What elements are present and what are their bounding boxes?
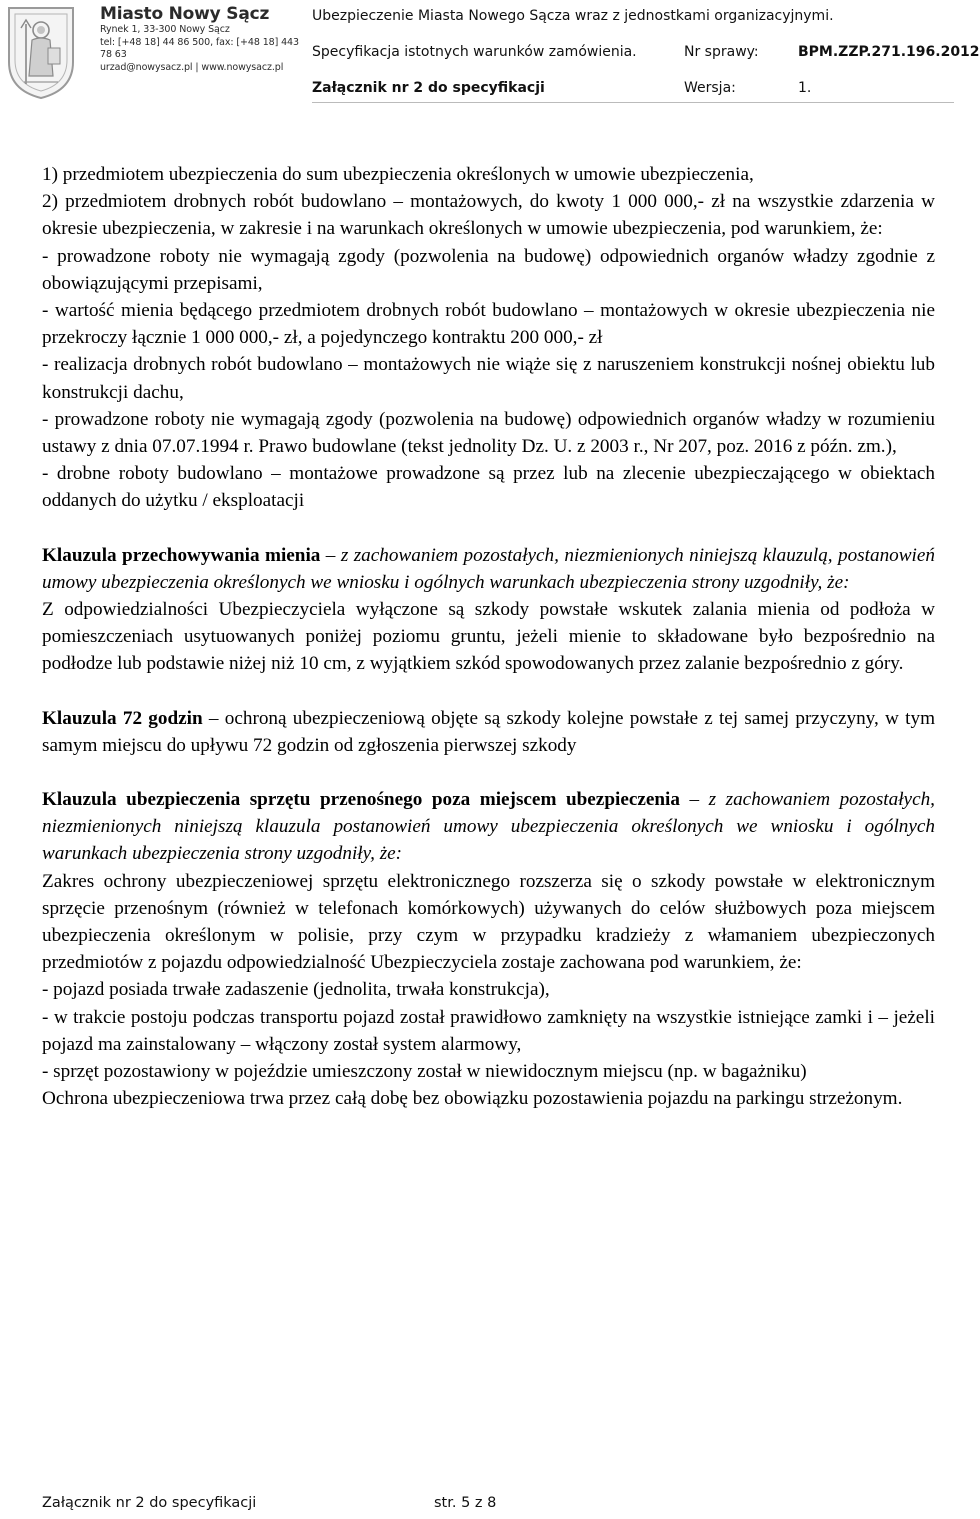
condition-permit: - prowadzone roboty nie wymagają zgody (pozwolenia na budowę) odpowiednich organów władzy zgodnie z obowiązującymi przepisami, bbox=[42, 245, 935, 294]
document-title: Ubezpieczenie Miasta Nowego Sącza wraz z jednostkami organizacyjnymi. bbox=[312, 8, 834, 24]
attachment-title: Załącznik nr 2 do specyfikacji bbox=[312, 80, 545, 96]
clause-72-hours: Klauzula 72 godzin – ochroną ubezpieczeniową objęte są szkody kolejne powstałe z tej samej przyczyny, w tym samym miejscu do upływu 72 godzin od zgłoszenia pierwszej szkody bbox=[42, 707, 936, 756]
clause-portable-equipment-end: Ochrona ubezpieczeniowa trwa przez całą dobę bez obowiązku pozostawienia pojazdu na parkingu strzeżonym. bbox=[42, 1088, 903, 1110]
clause-storage-intro: z zachowaniem pozostałych, niezmienionych niniejszą klauzulą, postanowień umowy ubezpieczenia określonych we wniosku i ogólnych warunkach ubezpieczenia strony uzgodniły, że: bbox=[42, 544, 935, 593]
organization-phone: tel: [+48 18] 44 86 500, fax: [+48 18] 443 78 63 bbox=[100, 36, 299, 60]
organization-address: Rynek 1, 33-300 Nowy Sącz bbox=[100, 24, 230, 35]
paragraph-item-2: 2) przedmiotem drobnych robót budowlano – montażowych, do kwoty 1 000 000,- zł na wszystkie zdarzenia w okresie ubezpieczenia, w zakresie i na warunkach określonych w umowie ubezpieczenia, pod warunkiem, że: bbox=[42, 191, 935, 240]
page-header bbox=[0, 0, 980, 106]
paragraph-item-1: 1) przedmiotem ubezpieczenia do sum ubezpieczenia określonych w umowie ubezpieczenia, bbox=[42, 164, 754, 185]
header-divider bbox=[312, 102, 954, 103]
organization-info bbox=[100, 4, 300, 74]
condition-building-law: - prowadzone roboty nie wymagają zgody (pozwolenia na budowę) odpowiednich organów władzy w rozumieniu ustawy z dnia 07.07.1994 r. Prawo budowlane (tekst jednolity Dz. U. z 2003 r., Nr 207, poz. 2016 z późn. zm.), bbox=[42, 408, 935, 458]
condition-commissioned: - drobne roboty budowlano – montażowe prowadzone są przez lub na zlecenie ubezpieczającego w obiektach oddanych do użytku / eksploatacji bbox=[42, 463, 935, 512]
page-number: str. 5 z 8 bbox=[434, 1495, 497, 1511]
footer-attachment: Załącznik nr 2 do specyfikacji bbox=[42, 1495, 257, 1511]
version-value: 1. bbox=[798, 80, 812, 96]
clause-storage-title: Klauzula przechowywania mienia bbox=[42, 544, 321, 566]
clause-portable-equipment-intro: z zachowaniem pozostałych, niezmienionych niniejszą klauzula postanowień umowy ubezpieczenia określonych we wniosku i ogólnych warunkach ubezpieczenia strony uzgodniły, że: bbox=[42, 789, 935, 865]
clause-portable-equipment-text: Zakres ochrony ubezpieczeniowej sprzętu elektronicznego rozszerza się o szkody powstałe w elektronicznym sprzęcie przenośnym (również w telefonach komórkowych) używanych do celów służbowych poza miejscem ubezpieczenia określonym w polisie, przy czym w przypadku kradzieży z włamaniem ubezpieczonych przedmiotów z pojazdu odpowiedzialność Ubezpieczyciela zostaje zachowana pod warunkiem, że: bbox=[42, 870, 935, 974]
city-coat-of-arms-logo bbox=[4, 4, 78, 100]
organization-name: Miasto Nowy Sącz bbox=[100, 4, 270, 24]
spec-title: Specyfikacja istotnych warunków zamówienia. bbox=[312, 44, 637, 60]
condition-value-limit: - wartość mienia będącego przedmiotem drobnych robót budowlano – montażowych w okresie ubezpieczenia nie przekroczy łącznie 1 000 000,- zł, a pojedynczego kontraktu 200 000,- zł bbox=[42, 300, 935, 349]
clause-72-hours-text: ochroną ubezpieczeniową objęte są szkody kolejne powstałe z tej samej przyczyny, w tym samym miejscu do upływu 72 godzin od zgłoszenia pierwszej szkody bbox=[42, 707, 936, 756]
clause-storage-text: Z odpowiedzialności Ubezpieczyciela wyłączone są szkody powstałe wskutek zalania mienia od podłoża w pomieszczeniach usytuowanych poniżej poziomu gruntu, jeżeli mienie to składowane było bezpośrednio na podłodze lub podstawie niżej niż 10 cm, z wyjątkiem szkód spowodowanych przez zalanie bezpośrednio z góry. bbox=[42, 599, 935, 675]
vehicle-condition-roof: - pojazd posiada trwałe zadaszenie (jednolita, trwała konstrukcja), bbox=[42, 979, 550, 1001]
clause-portable-equipment-title: Klauzula ubezpieczenia sprzętu przenośnego poza miejscem ubezpieczenia bbox=[42, 789, 680, 811]
clause-72-hours-title: Klauzula 72 godzin bbox=[42, 707, 203, 729]
vehicle-condition-hidden: - sprzęt pozostawiony w pojeździe umieszczony został w niewidocznym miejscu (np. w bagażniku) bbox=[42, 1061, 807, 1083]
organization-web: urzad@nowysacz.pl | www.nowysacz.pl bbox=[100, 61, 284, 73]
document-body bbox=[42, 161, 935, 1113]
case-number-label: Nr sprawy: bbox=[684, 44, 759, 60]
case-number: BPM.ZZP.271.196.2012 bbox=[798, 44, 980, 60]
version-label: Wersja: bbox=[684, 80, 736, 96]
clause-portable-equipment: Klauzula ubezpieczenia sprzętu przenośnego poza miejscem ubezpieczenia – z zachowaniem pozostałych, niezmienionych niniejszą klauzula postanowień umowy ubezpieczenia określonych we wniosku i ogólnych warunkach ubezpieczenia strony uzgodniły, że: bbox=[42, 789, 935, 865]
condition-structure: - realizacja drobnych robót budowlano – montażowych nie wiąże się z naruszeniem konstrukcji nośnej obiektu lub konstrukcji dachu, bbox=[42, 354, 935, 403]
vehicle-condition-locked: - w trakcie postoju podczas transportu pojazd został prawidłowo zamknięty na wszystkie istniejące zamki i – jeżeli pojazd ma zainstalowany – włączony został system alarmowy, bbox=[42, 1006, 935, 1055]
clause-storage: Klauzula przechowywania mienia – z zachowaniem pozostałych, niezmienionych niniejszą klauzulą, postanowień umowy ubezpieczenia określonych we wniosku i ogólnych warunkach ubezpieczenia strony uzgodniły, że: bbox=[42, 544, 935, 593]
